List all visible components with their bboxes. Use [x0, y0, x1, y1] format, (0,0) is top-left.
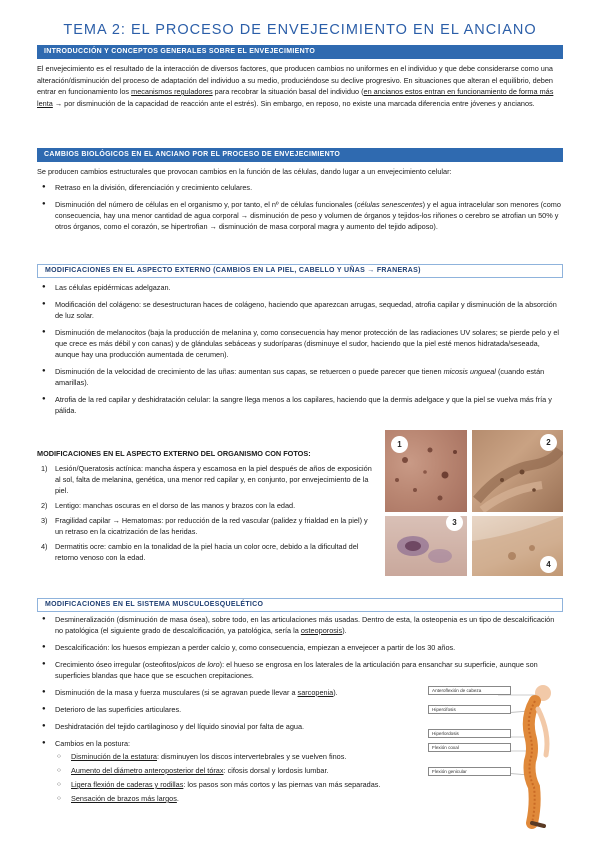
intro-paragraph: El envejecimiento es el resultado de la interacción de diversos factores, que producen cambios no uniformes en el individuo y que debe considerarse como una alteración/disminución del proceso de adaptación del individuo a su medio, produciéndose su declive progresivo. En situaciones que alteran el equilibrio, deben entrar en funcionamiento los mecanismos reguladores para recobrar la situación basal del individuo (en ancianos estos entran en funcionamiento de forma más lenta → por disminución de la capacidad de reacción ante el estrés). Sin embargo, en reposo, no existe una marcada diferencia entre jóvenes y ancianos.	[37, 64, 554, 108]
section-heading-intro: INTRODUCCIÓN Y CONCEPTOS GENERALES SOBRE EL ENVEJECIMIENTO	[37, 45, 563, 59]
list-item: 2) Lentigo: manchas oscuras en el dorso de las manos y brazos con la edad.	[41, 501, 296, 510]
posture-label: Flexión coxal	[428, 743, 511, 752]
photo-number-badge: 1	[391, 436, 408, 453]
posture-sublist	[55, 751, 415, 804]
photo-lentigo	[472, 430, 563, 512]
photo-number-badge: 2	[540, 434, 557, 451]
list-item: ● Crecimiento óseo irregular (osteofitos/picos de loro): el hueso se engrosa en los laterales de la articulación para ensanchar su superficie, aunque son superficies blandas que hace que se escuchen crepitaciones.	[37, 659, 563, 681]
section-heading-external: MODIFICACIONES EN EL ASPECTO EXTERNO (CAMBIOS EN LA PIEL, CABELLO Y UÑAS → FRANERAS)	[37, 264, 563, 278]
sublist-item: ○ Disminución de la estatura: disminuyen los discos intervertebrales y se vuelven finos.	[55, 751, 415, 762]
page-title: TEMA 2: EL PROCESO DE ENVEJECIMIENTO EN EL ANCIANO	[63, 22, 537, 38]
sublist-item: ○ Ligera flexión de caderas y rodillas: los pasos son más cortos y las piernas van más separadas.	[55, 779, 415, 790]
photo-hematoma	[385, 516, 467, 576]
sublist-item: ○ Aumento del diámetro anteroposterior del tórax: cifosis dorsal y lordosis lumbar.	[55, 765, 415, 776]
posture-label: Anteroflexión de cabeza	[428, 686, 511, 695]
list-item: ● Desmineralización (disminución de masa ósea), sobre todo, en las articulaciones más usadas. Dentro de esta, la osteopenia es un tipo de descalcificación no patológica (el siguiente grado de descalcificación, ya patológica, sería la osteoporosis).	[37, 614, 563, 636]
photo-number-badge: 3	[446, 516, 463, 531]
list-item: 4) Dermatitis ocre: cambio en la tonalidad de la piel hacia un color ocre, debido a la dificultad del retorno venoso con la edad.	[41, 542, 359, 562]
photos-heading: MODIFICACIONES EN EL ASPECTO EXTERNO DEL ORGANISMO CON FOTOS:	[37, 449, 311, 458]
posture-label: Flexión genicular	[428, 767, 511, 776]
external-list	[37, 282, 563, 422]
sublist-item: ○ Sensación de brazos más largos.	[55, 793, 415, 804]
posture-diagram	[418, 683, 563, 833]
list-item: ● Las células epidérmicas adelgazan.	[37, 282, 563, 293]
section-heading-musculoskeletal: MODIFICACIONES EN EL SISTEMA MUSCULOESQUELÉTICO	[37, 598, 563, 612]
list-item: ● Modificación del colágeno: se desestructuran haces de colágeno, haciendo que aparezcan arrugas, sequedad, atrofia capilar y disminución de la absorción de luz solar.	[37, 299, 563, 321]
biological-intro: Se producen cambios estructurales que provocan cambios en la función de las células, dando lugar a un envejecimiento celular:	[37, 167, 452, 176]
posture-label: Hiperlordosis	[428, 729, 511, 738]
biological-list	[37, 182, 563, 238]
list-item: ● Disminución de la masa y fuerza musculares (si se agravan puede llevar a sarcopenia).	[37, 687, 415, 698]
list-item: ● Deterioro de las superficies articulares.	[37, 704, 415, 715]
list-item: ● Disminución del número de células en el organismo y, por tanto, el nº de células funcionales (células senescentes) y el agua intracelular son menores (como consecuencia, hay una menor cantidad de agua corporal → disminución de peso y volumen de órganos y tejidos-los riñones o cerebro se atrofian un 50% y otros órganos, como el corazón, se hipertrofian → disminución de masa corporal magra y aumento del tejido adiposo).	[37, 199, 563, 232]
list-item: ● Cambios en la postura: ○ Disminución de la estatura: disminuyen los discos intervertebrales y se vuelven finos. ○ Aumento del diámetro anteroposterior del tórax: cifosis dorsal y lordosis lumbar. ○ Ligera flexión de caderas y rodillas: los pasos son más cortos y las piernas van más separadas. ○ Sensación de brazos más largos.	[37, 738, 415, 804]
photo-number-badge: 4	[540, 556, 557, 573]
list-item: ● Descalcificación: los huesos empiezan a perder calcio y, como consecuencia, empiezan a envejecer a partir de los 30 años.	[37, 642, 563, 653]
photo-ochre-dermatitis	[472, 516, 563, 576]
list-item: 1) Lesión/Queratosis actínica: mancha áspera y escamosa en la piel después de años de exposición al sol, falta de melanina, genética, una menor red capilar y, en conjunto, por envejecimiento de la piel.	[41, 464, 372, 495]
list-item: 3) Fragilidad capilar → Hematomas: por reducción de la red vascular (palidez y frialdad en la piel) y un retraso en la cicatrización de las heridas.	[41, 516, 368, 536]
photo-actinic-keratosis	[385, 430, 467, 512]
posture-label: Hipercifosis	[428, 705, 511, 714]
list-item: ● Disminución de melanocitos (baja la producción de melanina y, como consecuencia hay menor protección de las radiaciones UV solares; se pierde pelo y el que crece es más débil y con canas) y de glándulas sebáceas y sudoríparas (disminuye el sudor, haciendo que la piel esté menos hidratada/seseada, aunque hay una producción aumentada de cerumen).	[37, 327, 563, 360]
section-heading-biological: CAMBIOS BIOLÓGICOS EN EL ANCIANO POR EL PROCESO DE ENVEJECIMIENTO	[37, 148, 563, 162]
list-item: ● Disminución de la velocidad de crecimiento de las uñas: aumentan sus capas, se retuercen o puede parecer que tienen micosis ungueal (cuando están amarillas).	[37, 366, 563, 388]
list-item: ● Deshidratación del tejido cartilaginoso y del líquido sinovial por falta de agua.	[37, 721, 415, 732]
list-item: ● Atrofia de la red capilar y deshidratación celular: la sangre llega menos a los capilares, haciendo que la dermis adelgace y que la piel se vuelva más fría y pálida.	[37, 394, 563, 416]
list-item: ● Retraso en la división, diferenciación y crecimiento celulares.	[37, 182, 563, 193]
photos-list	[37, 463, 377, 567]
